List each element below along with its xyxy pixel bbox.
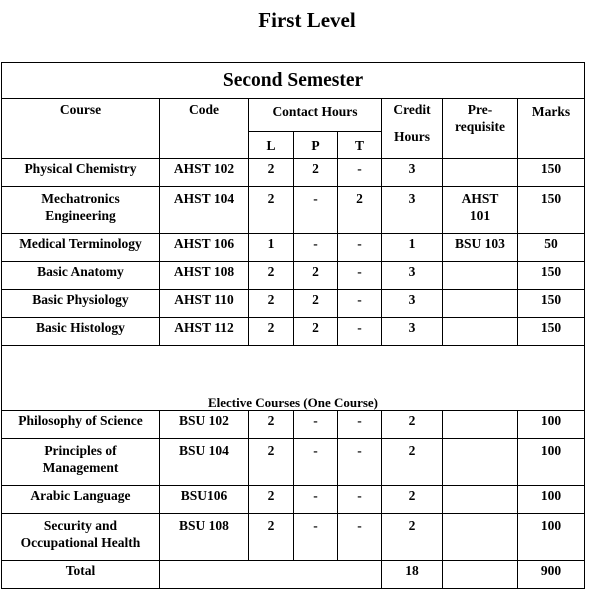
course-name	[2, 411, 160, 439]
table-row	[2, 234, 585, 262]
prerequisite	[443, 486, 518, 514]
course-name	[2, 262, 160, 290]
hours-l: 2	[249, 514, 294, 561]
hours-l: 2	[249, 318, 294, 346]
table-row	[2, 159, 585, 187]
course-name-line: Management	[42, 460, 119, 475]
marks: 150	[518, 318, 585, 346]
header-prereq-line2: requisite	[455, 119, 505, 134]
table-row	[2, 262, 585, 290]
header-l: L	[249, 132, 294, 159]
credit-hours: 2	[382, 411, 443, 439]
course-name-line: Basic Histology	[36, 320, 125, 335]
course-name-line: Engineering	[45, 208, 116, 223]
prerequisite	[443, 439, 518, 486]
course-name-line: Medical Terminology	[19, 236, 142, 251]
marks: 150	[518, 187, 585, 234]
table-row	[2, 439, 585, 486]
course-code: AHST 112	[160, 318, 249, 346]
marks: 100	[518, 439, 585, 486]
course-name-line: Arabic Language	[30, 488, 131, 503]
prerequisite	[443, 187, 518, 234]
hours-t: -	[338, 262, 382, 290]
hours-l: 1	[249, 234, 294, 262]
prerequisite	[443, 318, 518, 346]
course-name-line: Basic Anatomy	[37, 264, 124, 279]
hours-t: -	[338, 514, 382, 561]
marks: 100	[518, 486, 585, 514]
course-name-line: Mechatronics	[41, 191, 120, 206]
hours-l: 2	[249, 262, 294, 290]
prerequisite	[443, 234, 518, 262]
marks: 150	[518, 290, 585, 318]
hours-p: 2	[294, 290, 338, 318]
course-code: AHST 108	[160, 262, 249, 290]
credit-hours: 1	[382, 234, 443, 262]
prerequisite	[443, 159, 518, 187]
course-name	[2, 439, 160, 486]
hours-p: -	[294, 514, 338, 561]
hours-p: -	[294, 411, 338, 439]
marks: 100	[518, 514, 585, 561]
prerequisite	[443, 262, 518, 290]
hours-l: 2	[249, 486, 294, 514]
course-name-line: Basic Physiology	[32, 292, 129, 307]
credit-hours: 3	[382, 262, 443, 290]
header-prerequisite	[443, 99, 518, 159]
header-contact-hours: Contact Hours	[249, 99, 382, 132]
course-code: AHST 102	[160, 159, 249, 187]
hours-t: -	[338, 318, 382, 346]
hours-p: -	[294, 486, 338, 514]
total-credit: 18	[382, 561, 443, 589]
hours-l: 2	[249, 187, 294, 234]
marks: 150	[518, 262, 585, 290]
course-name-line: Physical Chemistry	[24, 161, 137, 176]
course-name	[2, 486, 160, 514]
marks: 150	[518, 159, 585, 187]
hours-p: 2	[294, 262, 338, 290]
hours-l: 2	[249, 290, 294, 318]
header-credit: Credit	[393, 102, 431, 117]
hours-t: -	[338, 411, 382, 439]
total-blank	[160, 561, 382, 589]
total-label: Total	[2, 561, 160, 589]
course-name	[2, 290, 160, 318]
elective-heading: Elective Courses (One Course)	[2, 394, 585, 411]
credit-hours: 2	[382, 439, 443, 486]
prerequisite-line: 101	[469, 208, 491, 223]
course-code: BSU 102	[160, 411, 249, 439]
course-code: AHST 106	[160, 234, 249, 262]
course-name-line: Occupational Health	[20, 535, 141, 550]
hours-t: -	[338, 439, 382, 486]
header-credit-hours-label: Hours	[393, 129, 430, 144]
table-row	[2, 187, 585, 234]
course-code: BSU106	[160, 486, 249, 514]
course-name-line: Philosophy of Science	[18, 413, 143, 428]
prerequisite	[443, 411, 518, 439]
semester-title: Second Semester	[2, 63, 585, 99]
hours-p: 2	[294, 159, 338, 187]
total-row	[2, 561, 585, 589]
hours-l: 2	[249, 439, 294, 486]
credit-hours: 3	[382, 187, 443, 234]
hours-t: -	[338, 159, 382, 187]
total-prereq-blank	[443, 561, 518, 589]
prerequisite-line: BSU 103	[455, 236, 505, 251]
header-course: Course	[2, 99, 160, 159]
course-name	[2, 318, 160, 346]
hours-p: -	[294, 439, 338, 486]
hours-t: 2	[338, 187, 382, 234]
course-code: AHST 104	[160, 187, 249, 234]
header-code: Code	[160, 99, 249, 159]
hours-l: 2	[249, 159, 294, 187]
header-credit-hours	[382, 99, 443, 159]
credit-hours: 2	[382, 514, 443, 561]
page-title: First Level	[258, 8, 356, 32]
elective-heading-row	[2, 394, 585, 411]
hours-t: -	[338, 486, 382, 514]
hours-p: -	[294, 187, 338, 234]
header-prereq-line1: Pre-	[467, 102, 493, 117]
course-name	[2, 514, 160, 561]
course-code: AHST 110	[160, 290, 249, 318]
course-name	[2, 234, 160, 262]
gap-cell	[2, 346, 585, 395]
hours-t: -	[338, 234, 382, 262]
hours-p: -	[294, 234, 338, 262]
course-name-line: Security and	[43, 518, 118, 533]
course-name	[2, 159, 160, 187]
marks: 100	[518, 411, 585, 439]
total-marks: 900	[518, 561, 585, 589]
credit-hours: 3	[382, 290, 443, 318]
course-name-line: Principles of	[44, 443, 117, 458]
course-name	[2, 187, 160, 234]
prerequisite	[443, 290, 518, 318]
hours-t: -	[338, 290, 382, 318]
credit-hours: 2	[382, 486, 443, 514]
marks: 50	[518, 234, 585, 262]
table-row	[2, 290, 585, 318]
prerequisite	[443, 514, 518, 561]
table-row	[2, 411, 585, 439]
course-table	[1, 62, 585, 589]
section-gap	[2, 346, 585, 395]
table-row	[2, 514, 585, 561]
table-row	[2, 318, 585, 346]
course-code: BSU 104	[160, 439, 249, 486]
course-code: BSU 108	[160, 514, 249, 561]
prerequisite-line: AHST	[461, 191, 499, 206]
credit-hours: 3	[382, 159, 443, 187]
header-marks: Marks	[518, 99, 585, 159]
hours-l: 2	[249, 411, 294, 439]
header-t: T	[338, 132, 382, 159]
header-p: P	[294, 132, 338, 159]
table-row	[2, 486, 585, 514]
credit-hours: 3	[382, 318, 443, 346]
hours-p: 2	[294, 318, 338, 346]
